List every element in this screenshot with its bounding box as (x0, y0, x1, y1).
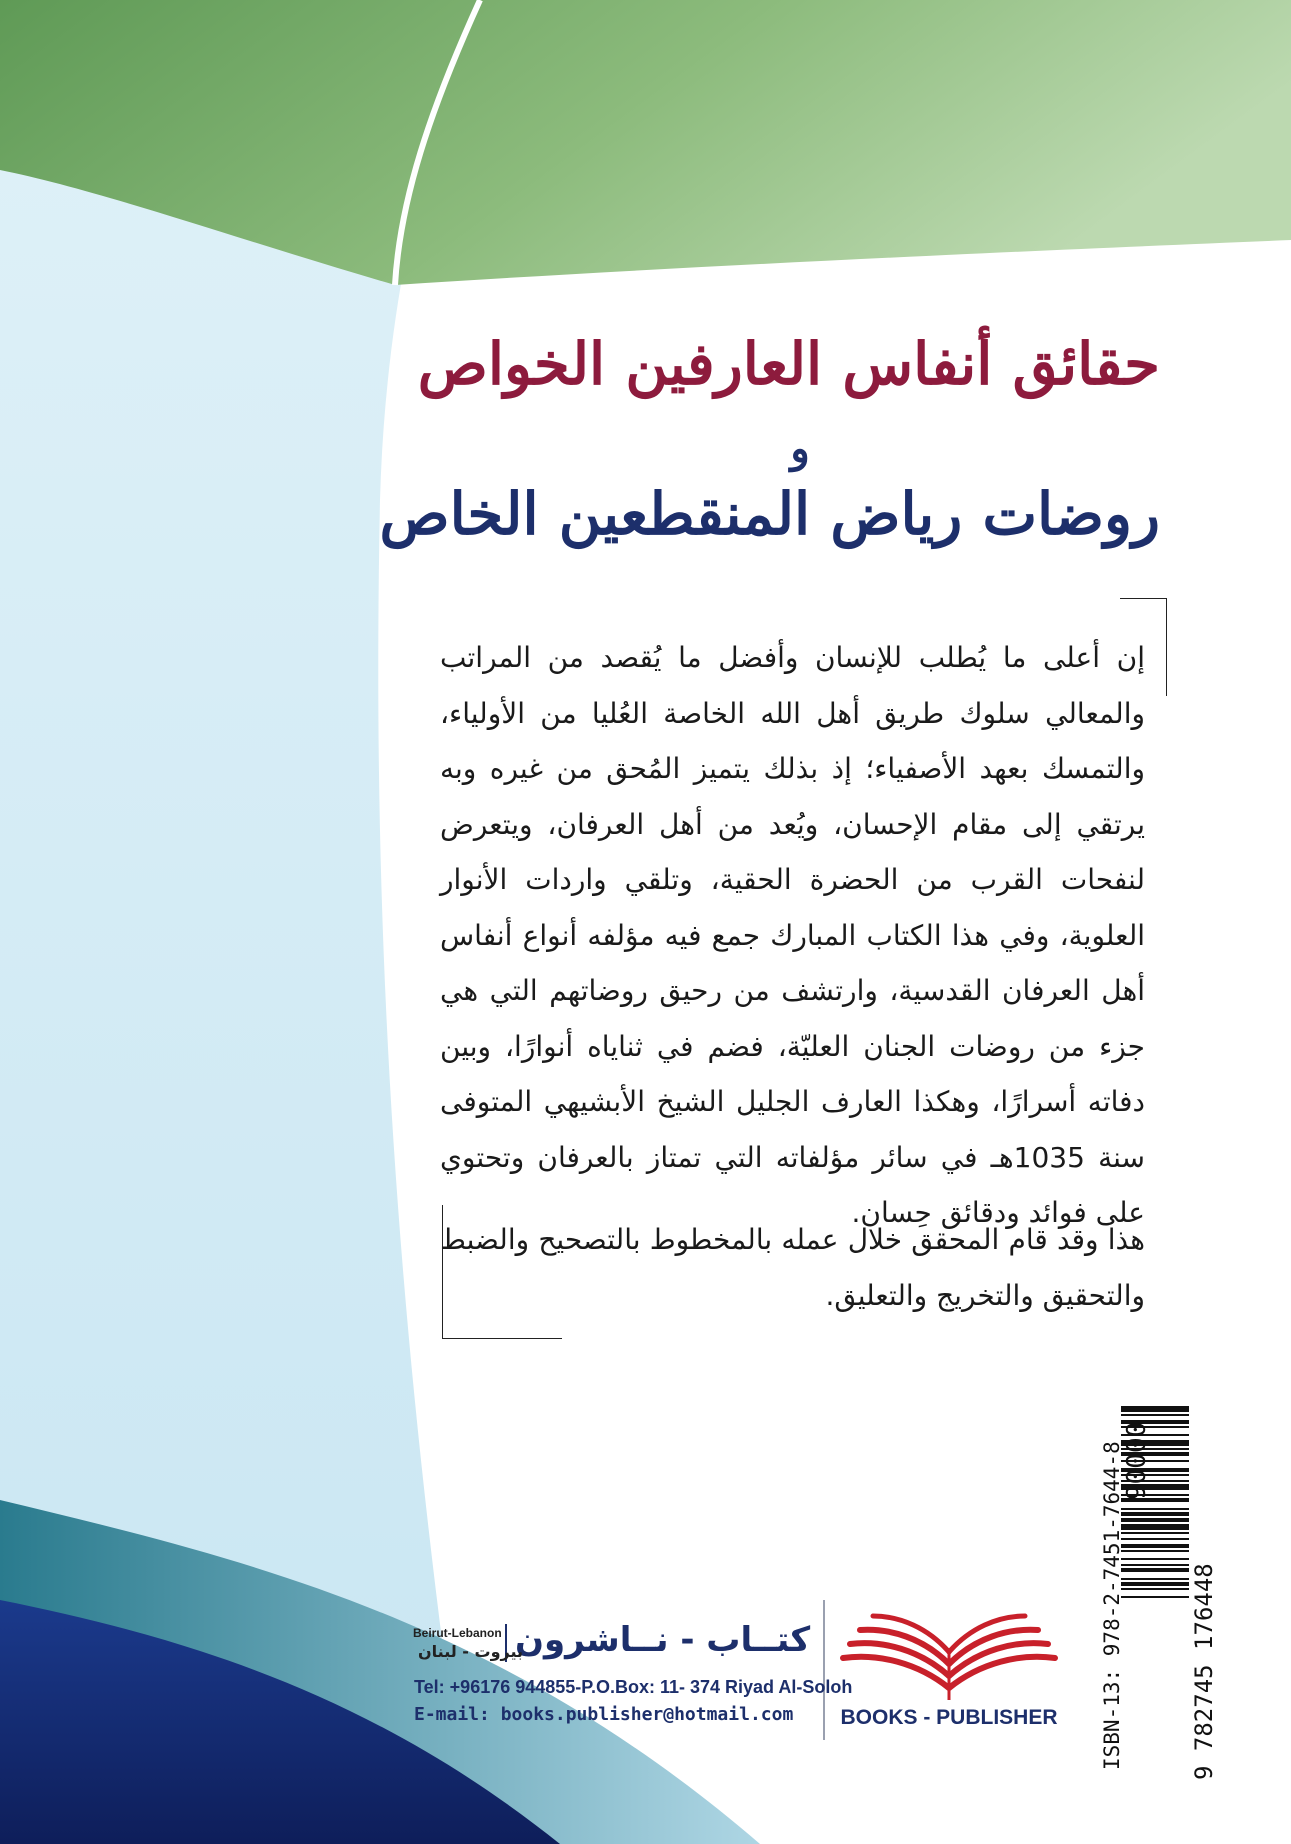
barcode-bar (1121, 1518, 1189, 1522)
barcode-bar (1121, 1532, 1189, 1534)
barcode-bar (1121, 1596, 1189, 1598)
bracket-top-horizontal (1120, 598, 1167, 599)
publisher-name-en: BOOKS - PUBLISHER (840, 1706, 1058, 1729)
bracket-bottom-horizontal (442, 1338, 562, 1339)
publisher-name-ar: كتــاب - نــاشرون (515, 1620, 811, 1660)
publisher-divider (823, 1600, 825, 1740)
publisher-telephone: Tel: +96176 944855-P.O.Box: 11- 374 Riyad Al-Soloh (414, 1677, 853, 1697)
isbn-label: ISBN-13: 978-2-7451-7644-8 (1100, 1441, 1124, 1770)
publisher-email[interactable]: E-mail: books.publisher@hotmail.com (414, 1704, 794, 1725)
barcode-bar (1121, 1568, 1189, 1572)
title-conjunction: و (790, 425, 810, 472)
barcode-bar (1121, 1406, 1189, 1412)
open-book-logo-icon (838, 1608, 1060, 1703)
blurb-text-1: إن أعلى ما يُطلب للإنسان وأفضل ما يُقصد من المراتب والمعالي سلوك طريق أهل الله الخاصة العُليا من الأولياء، والتمسك بعهد الأصفياء؛ إذ بذلك يتميز المُحق من غيره وبه يرتقي إلى مقام الإحسان، ويُعد من أهل العرفان، ويتعرض لنفحات القرب من الحضرة الحقية، وتلقي واردات الأنوار العلوية، وفي هذا الكتاب المبارك جمع فيه مؤلفه أنواع أنفاس أهل العرفان القدسية، وارتشف من رحيق روضاتهم التي هي جزء من روضات الجنان العليّة، فضم في ثناياه أنوارًا، وبين دفاته أسرارًا، وهكذا العارف الجليل الشيخ الأبشيهي المتوفى سنة 1035هـ في سائر مؤلفاته التي تمتاز بالعرفان وتحتوي على فوائد ودقائق حِسان. (440, 641, 1146, 1229)
barcode-bar (1121, 1512, 1189, 1516)
blurb-paragraph-2 (440, 1212, 1145, 1323)
barcode-bar (1121, 1582, 1189, 1586)
barcode-bar (1121, 1538, 1189, 1540)
barcode-bar (1121, 1524, 1189, 1530)
barcode-ean-digits: 9 782745 176448 (1190, 1563, 1218, 1780)
barcode-bar (1121, 1558, 1189, 1560)
title-line-1: حقائق أنفاس العارفين الخواص (417, 330, 1160, 398)
blurb-text-2: هذا وقد قام المحقق خلال عمله بالمخطوط بالتصحيح والضبط والتحقيق والتخريج والتعليق. (440, 1223, 1145, 1312)
barcode-bar (1121, 1544, 1189, 1548)
barcode-bar (1121, 1588, 1189, 1590)
blurb-paragraph-1 (440, 630, 1145, 1241)
barcode-bar (1121, 1578, 1189, 1580)
title-line-2: روضات رياض المنقطعين الخاص (379, 480, 1160, 548)
publisher-location-ar: بيروت - لبنان (418, 1642, 524, 1661)
barcode-bar (1121, 1550, 1189, 1552)
barcode-price-code: 90000 (1122, 1421, 1152, 1500)
barcode-bar (1121, 1508, 1189, 1510)
barcode-bar (1121, 1564, 1189, 1566)
publisher-location-en: Beirut-Lebanon (413, 1626, 502, 1640)
barcode-bar (1121, 1414, 1189, 1416)
bracket-top-vertical (1166, 598, 1167, 696)
